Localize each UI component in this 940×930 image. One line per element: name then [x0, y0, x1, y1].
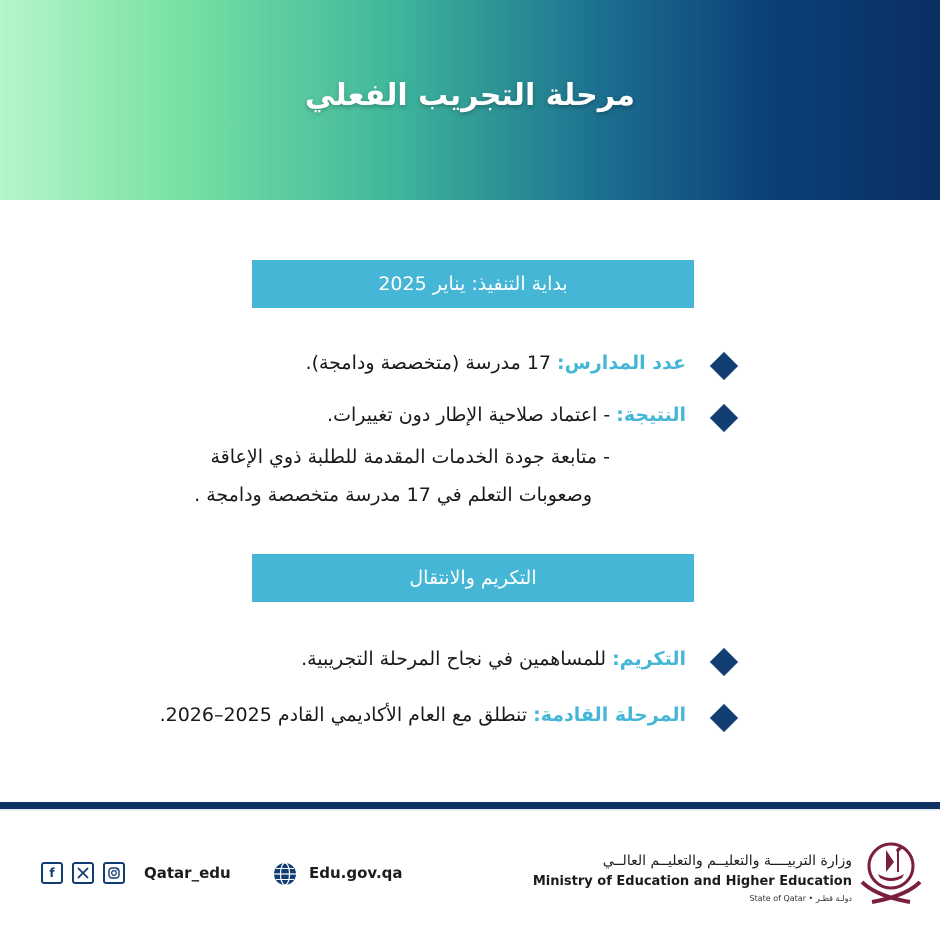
item-label: التكريم: — [612, 648, 686, 670]
x-icon[interactable] — [72, 862, 94, 884]
globe-icon — [272, 861, 298, 887]
diamond-bullet-icon — [710, 648, 738, 676]
footer-divider — [0, 802, 940, 809]
social-handle[interactable]: Qatar_edu — [144, 864, 231, 882]
ministry-name-arabic: وزارة التربيــــة والتعليــم والتعليــم العالــي — [602, 853, 852, 869]
diamond-bullet-icon — [710, 704, 738, 732]
item-text: 17 مدرسة (متخصصة ودامجة). — [305, 352, 558, 374]
facebook-icon[interactable]: f — [41, 862, 63, 884]
section-banner-recognition: التكريم والانتقال — [252, 554, 694, 602]
item-label: المرحلة القادمة: — [533, 704, 686, 726]
result-line — [327, 404, 686, 426]
state-of-qatar: State of Qatar • دولـة قطـر — [749, 894, 852, 903]
qatar-emblem-icon — [856, 832, 926, 908]
result-continuation-1: - متابعة جودة الخدمات المقدمة للطلبة ذوي الإعاقة — [210, 446, 610, 468]
item-text: تنطلق مع العام الأكاديمي القادم 2025–2026. — [159, 704, 534, 726]
footer-divider-shadow — [0, 809, 940, 811]
next-phase-line — [160, 704, 686, 726]
ministry-name-english: Ministry of Education and Higher Education — [532, 874, 852, 889]
item-text: للمساهمين في نجاح المرحلة التجريبية. — [301, 648, 613, 670]
result-continuation-2: وصعوبات التعلم في 17 مدرسة متخصصة ودامجة . — [194, 484, 592, 506]
diamond-bullet-icon — [710, 352, 738, 380]
website-link[interactable]: Edu.gov.qa — [309, 864, 403, 882]
instagram-icon[interactable] — [103, 862, 125, 884]
section-banner-implementation: بداية التنفيذ: يناير 2025 — [252, 260, 694, 308]
item-text: - اعتماد صلاحية الإطار دون تغييرات. — [327, 404, 617, 426]
recognition-line — [301, 648, 686, 670]
schools-count-line — [306, 352, 686, 374]
header-banner — [0, 0, 940, 200]
page-title: مرحلة التجريب الفعلي — [305, 78, 635, 113]
item-label: النتيجة: — [616, 404, 686, 426]
diamond-bullet-icon — [710, 404, 738, 432]
item-label: عدد المدارس: — [557, 352, 686, 374]
